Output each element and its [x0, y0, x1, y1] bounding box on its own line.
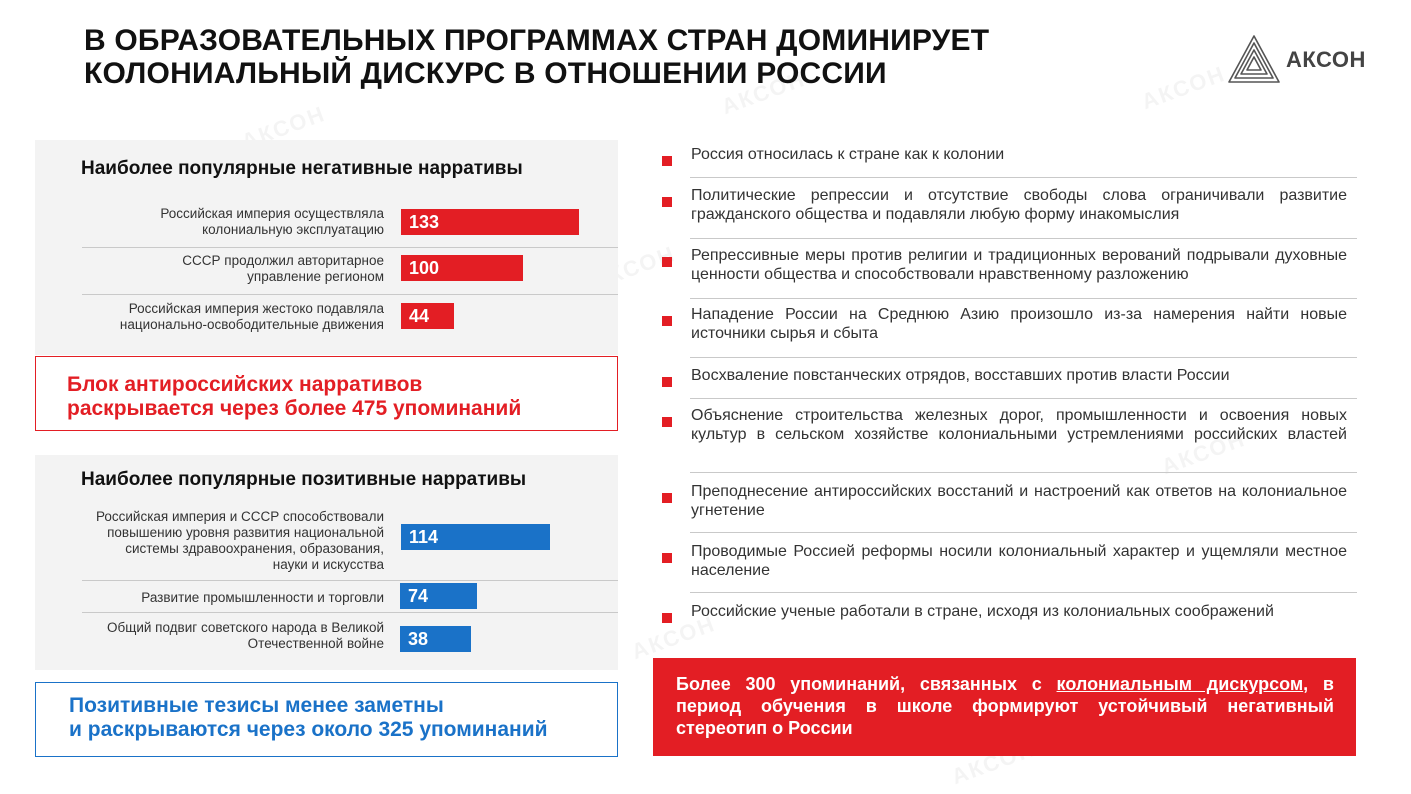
red-square-bullet-icon [662, 613, 672, 623]
triangle-contour-logo-icon [1226, 32, 1282, 88]
row-divider [690, 357, 1357, 358]
list-item: Нападение России на Среднюю Азию произошло из-за намерения найти новые источники сырья и сбыта [660, 305, 1357, 343]
anti-russian-summary-callout: Блок антироссийских нарративов раскрывается через более 475 упоминаний [35, 356, 618, 431]
row-divider [690, 398, 1357, 399]
red-square-bullet-icon [662, 197, 672, 207]
red-square-bullet-icon [662, 377, 672, 387]
row-divider [82, 294, 618, 295]
list-item: Проводимые Россией реформы носили колониальный характер и ущемляли местное население [660, 542, 1357, 580]
red-square-bullet-icon [662, 493, 672, 503]
conclusion-callout: Более 300 упоминаний, связанных с колониальным дискурсом, в период обучения в школе формируют устойчивый негативный стереотип о России [653, 658, 1356, 756]
negative-bar: 44 [401, 303, 454, 329]
page-title [84, 24, 989, 90]
narrative-label: Российская империя жестоко подавляла национально-освободительные движения [119, 301, 384, 332]
brand-logo [1226, 32, 1366, 88]
positive-bar: 114 [401, 524, 550, 550]
list-item: Преподнесение антироссийских восстаний и настроений как ответов на колониальное угнетение [660, 482, 1357, 520]
row-divider [690, 532, 1357, 533]
narrative-label: СССР продолжил авторитарное управление регионом [182, 253, 384, 284]
row-divider [690, 298, 1357, 299]
row-divider [690, 177, 1357, 178]
list-item: Россия относилась к стране как к колонии [660, 145, 1357, 164]
row-divider [690, 238, 1357, 239]
narrative-label: Развитие промышленности и торговли [141, 590, 384, 605]
narrative-label: Российская империя и СССР способствовали повышению уровня развития национальной системы здравоохранения, образования, науки и искусства [95, 509, 384, 572]
title-line-2: КОЛОНИАЛЬНЫЙ ДИСКУРС В ОТНОШЕНИИ РОССИИ [84, 57, 887, 90]
red-square-bullet-icon [662, 417, 672, 427]
list-item: Российские ученые работали в стране, исходя из колониальных соображений [660, 602, 1357, 621]
negative-bar: 100 [401, 255, 523, 281]
title-line-1: В ОБРАЗОВАТЕЛЬНЫХ ПРОГРАММАХ СТРАН ДОМИНИРУЕТ [84, 24, 990, 57]
list-item: Политические репрессии и отсутствие свободы слова ограничивали развитие гражданского общества и подавляли любую форму инакомыслия [660, 186, 1357, 224]
list-item: Репрессивные меры против религии и традиционных верований подрывали духовные ценности общества и способствовали нравственному разложению [660, 246, 1357, 284]
row-divider [690, 472, 1357, 473]
watermark [1138, 61, 1229, 115]
row-divider [82, 247, 618, 248]
red-square-bullet-icon [662, 316, 672, 326]
positive-heading: Наиболее популярные позитивные нарративы [81, 469, 527, 490]
list-item: Объяснение строительства железных дорог, промышленности и освоения новых культур в сельском хозяйстве колониальными устремлениями российских властей [660, 406, 1357, 444]
red-square-bullet-icon [662, 156, 672, 166]
positive-bar: 74 [400, 583, 477, 609]
narrative-label: Общий подвиг советского народа в Великой Отечественной войне [106, 620, 384, 651]
positive-narratives-panel [35, 455, 618, 670]
row-divider [82, 612, 618, 613]
row-divider [690, 592, 1357, 593]
red-square-bullet-icon [662, 257, 672, 267]
positive-bar: 38 [400, 626, 471, 652]
negative-bar: 133 [401, 209, 579, 235]
narrative-label: Российская империя осуществляла колониальную эксплуатацию [160, 206, 384, 237]
brand-name: АКСОН [1286, 47, 1366, 72]
colonial-discourse-emphasis: колониальным дискурсом [1056, 674, 1304, 694]
list-item: Восхваление повстанческих отрядов, восставших против власти России [660, 366, 1357, 385]
red-square-bullet-icon [662, 553, 672, 563]
positive-summary-callout: Позитивные тезисы менее заметны и раскрываются через около 325 упоминаний [35, 682, 618, 757]
negative-heading: Наиболее популярные негативные нарративы [81, 158, 523, 179]
negative-narratives-panel [35, 140, 618, 355]
row-divider [82, 580, 618, 581]
